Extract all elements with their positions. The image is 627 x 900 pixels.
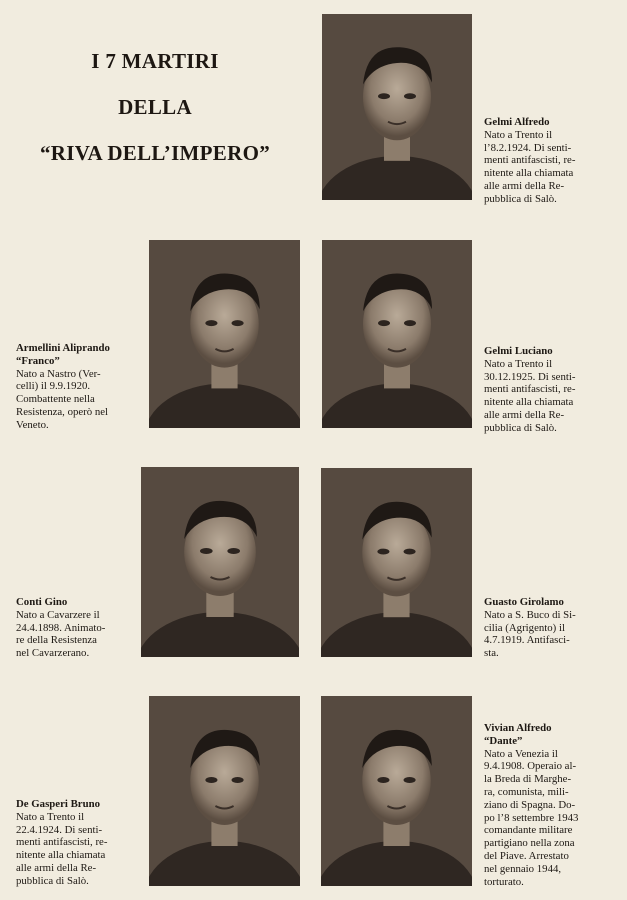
martyr-nickname: “Franco” bbox=[16, 354, 60, 367]
martyr-bio bbox=[16, 811, 142, 888]
bio-line: menti antifascisti, re- bbox=[484, 154, 576, 167]
martyr-bio bbox=[484, 609, 612, 660]
bio-line: del Piave. Arrestato bbox=[484, 849, 569, 862]
caption-de-gasperi-bruno bbox=[16, 798, 142, 888]
bio-line: alle armi della Re- bbox=[484, 179, 565, 192]
bio-line: menti antifascisti, re- bbox=[16, 836, 108, 849]
bio-line: torturato. bbox=[484, 875, 524, 888]
title-line-3: “RIVA DELL’IMPERO” bbox=[39, 141, 271, 165]
bio-line: alle armi della Re- bbox=[484, 408, 565, 421]
portrait-image bbox=[149, 240, 300, 428]
page-title bbox=[20, 38, 290, 176]
bio-line: comandante militare bbox=[484, 824, 573, 837]
bio-line: alle armi della Re- bbox=[16, 861, 97, 874]
bio-line: pubblica di Salò. bbox=[484, 192, 557, 205]
portrait-image bbox=[322, 240, 472, 428]
bio-line: nitente alla chiamata bbox=[484, 167, 574, 180]
bio-line: Nato a Venezia il bbox=[484, 747, 558, 760]
caption-vivian-alfredo bbox=[484, 722, 612, 888]
martyr-name: Gelmi Luciano bbox=[484, 345, 553, 357]
bio-line: nitente alla chiamata bbox=[16, 849, 106, 862]
portrait-image bbox=[321, 468, 472, 657]
bio-line: Nato a S. Buco di Si- bbox=[484, 608, 576, 621]
bio-line: la Breda di Marghe- bbox=[484, 773, 572, 786]
bio-line: 24.4.1898. Animato- bbox=[16, 621, 106, 634]
bio-line: Nato a Trento il bbox=[484, 128, 553, 141]
bio-line: celli) il 9.9.1920. bbox=[16, 380, 91, 393]
martyr-name: Conti Gino bbox=[16, 596, 68, 608]
caption-conti-gino bbox=[16, 596, 134, 660]
bio-line: Veneto. bbox=[16, 418, 49, 431]
bio-line: re della Resistenza bbox=[16, 634, 97, 647]
caption-armellini-aliprando bbox=[16, 342, 142, 432]
bio-line: Nato a Trento il bbox=[16, 810, 85, 823]
bio-line: Nato a Nastro (Ver- bbox=[16, 367, 101, 380]
martyr-nickname: “Dante” bbox=[484, 734, 523, 747]
bio-line: Nato a Trento il bbox=[484, 357, 553, 370]
caption-gelmi-alfredo bbox=[484, 116, 612, 206]
bio-line: l’8.2.1924. Di senti- bbox=[484, 141, 572, 154]
caption-guasto-girolamo bbox=[484, 596, 612, 660]
portrait-guasto-girolamo bbox=[321, 468, 472, 657]
martyr-name: Guasto Girolamo bbox=[484, 596, 564, 608]
bio-line: ziano di Spagna. Do- bbox=[484, 798, 576, 811]
martyr-name: Armellini Aliprando bbox=[16, 342, 110, 354]
portrait-image bbox=[321, 696, 472, 886]
bio-line: 9.4.1908. Operaio al- bbox=[484, 760, 577, 773]
bio-line: partigiano nella zona bbox=[484, 837, 575, 850]
portrait-conti-gino bbox=[141, 467, 299, 657]
caption-gelmi-luciano bbox=[484, 345, 612, 435]
bio-line: menti antifascisti, re- bbox=[484, 383, 576, 396]
martyr-name: De Gasperi Bruno bbox=[16, 798, 100, 810]
bio-line: 30.12.1925. Di senti- bbox=[484, 370, 576, 383]
bio-line: Nato a Cavarzere il bbox=[16, 608, 100, 621]
martyr-name: Gelmi Alfredo bbox=[484, 116, 550, 128]
bio-line: sta. bbox=[484, 647, 499, 660]
bio-line: pubblica di Salò. bbox=[16, 874, 89, 887]
bio-line: nel gennaio 1944, bbox=[484, 862, 562, 875]
bio-line: cilia (Agrigento) il bbox=[484, 621, 565, 634]
bio-line: nitente alla chiamata bbox=[484, 396, 574, 409]
portrait-image bbox=[149, 696, 300, 886]
portrait-de-gasperi-bruno bbox=[149, 696, 300, 886]
portrait-image bbox=[141, 467, 299, 657]
martyr-bio bbox=[484, 358, 612, 435]
bio-line: 22.4.1924. Di senti- bbox=[16, 823, 103, 836]
portrait-vivian-alfredo bbox=[321, 696, 472, 886]
portrait-gelmi-alfredo bbox=[322, 14, 472, 200]
bio-line: ra, comunista, mili- bbox=[484, 785, 569, 798]
bio-line: Combattente nella bbox=[16, 393, 95, 406]
portrait-image bbox=[322, 14, 472, 200]
martyr-bio bbox=[484, 748, 612, 889]
portrait-armellini-aliprando bbox=[149, 240, 300, 428]
title-line-1: I 7 MARTIRI bbox=[91, 49, 219, 73]
bio-line: nel Cavarzerano. bbox=[16, 647, 90, 660]
portrait-gelmi-luciano bbox=[322, 240, 472, 428]
bio-line: po l’8 settembre 1943 bbox=[484, 811, 579, 824]
martyr-bio bbox=[16, 609, 134, 660]
martyr-bio bbox=[16, 368, 142, 432]
martyr-name: Vivian Alfredo bbox=[484, 722, 552, 734]
bio-line: pubblica di Salò. bbox=[484, 421, 557, 434]
title-line-2: DELLA bbox=[118, 95, 192, 119]
bio-line: Resistenza, operò nel bbox=[16, 405, 109, 418]
bio-line: 4.7.1919. Antifasci- bbox=[484, 634, 570, 647]
martyr-bio bbox=[484, 129, 612, 206]
